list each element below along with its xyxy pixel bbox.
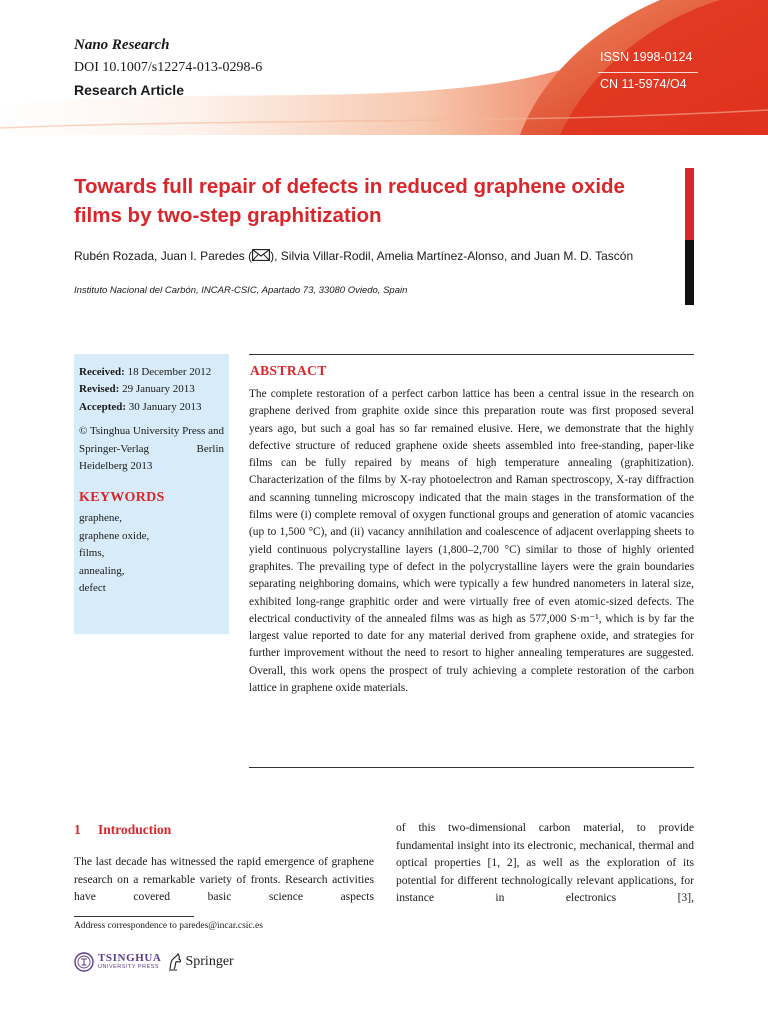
accepted-date: [79, 399, 224, 416]
copyright-notice: © Tsinghua University Press and Springer-Verlag Berlin Heidelberg 2013: [79, 425, 224, 473]
issn-divider: [598, 72, 698, 73]
authors-part-1: Rubén Rozada, Juan I. Paredes (: [74, 249, 253, 263]
side-bar-black: [685, 240, 694, 305]
doi[interactable]: DOI 10.1007/s12274-013-0298-6: [74, 60, 263, 75]
keywords-list: [79, 510, 224, 597]
tsinghua-seal-icon: [74, 952, 94, 972]
abstract-top-rule: [249, 354, 694, 355]
tsinghua-name: TSINGHUA: [98, 952, 162, 965]
accepted-label: Accepted:: [79, 400, 127, 413]
revised-label: Revised:: [79, 383, 120, 396]
accepted-value: 30 January 2013: [126, 400, 202, 413]
journal-name: Nano Research: [74, 37, 170, 53]
keyword-item: films,: [79, 547, 105, 560]
paper-title: Towards full repair of defects in reduced graphene oxide films by two-step graphitization: [74, 175, 625, 227]
title-side-bar: [685, 168, 694, 305]
section-number: 1: [74, 822, 81, 837]
article-info-box: [74, 354, 229, 634]
tsinghua-wordmark: [98, 953, 161, 971]
article-type: Research Article: [74, 82, 184, 98]
received-date: [79, 364, 224, 381]
received-value: 18 December 2012: [124, 366, 212, 378]
body-column-right: of this two-dimensional carbon material, to provide fundamental insight into its electronic, mechanical, thermal and optical properties [1, 2], as well as the exploration of its potential for different technologically relevant applications, for instance in electronics [3],: [396, 821, 694, 905]
authors-part-2: ), Silvia Villar-Rodil, Amelia Martínez-Alonso, and Juan M. D. Tascón: [270, 249, 634, 263]
keyword-item: graphene oxide,: [79, 529, 150, 542]
keywords-heading: KEYWORDS: [79, 490, 165, 506]
body-column-left: The last decade has witnessed the rapid emergence of graphene research on a remarkable variety of fronts. Research activities have covered basic science aspects: [74, 855, 374, 904]
cn-number: CN 11-5974/O4: [600, 77, 687, 91]
abstract-bottom-rule: [249, 767, 694, 768]
correspondence-footnote: Address correspondence to paredes@incar.csic.es: [74, 921, 263, 931]
journal-header: [0, 0, 768, 135]
mail-icon[interactable]: [252, 249, 270, 261]
springer-wordmark: Springer: [185, 954, 234, 969]
keyword-item: defect: [79, 582, 106, 595]
abstract-heading: ABSTRACT: [250, 363, 327, 378]
received-label: Received:: [79, 366, 125, 378]
keyword-item: graphene,: [79, 512, 123, 525]
section-title: Introduction: [98, 822, 172, 837]
publisher-logos: [74, 950, 234, 974]
revised-value: 29 January 2013: [119, 383, 195, 396]
revised-date: [79, 381, 224, 398]
author-list: [74, 249, 633, 263]
footnote-rule: [74, 916, 194, 917]
keyword-item: annealing,: [79, 564, 125, 577]
abstract-text: The complete restoration of a perfect carbon lattice has been a central issue in the research on graphene derived from graphite oxide since this preparation route was first proposed several years ago, but such a goal has so far remained elusive. Here, we demonstrate that the highly defective structure of reduced graphene oxide sheets assembled into free-standing, paper-like films can be fully repaired by means of high temperature annealing (graphitization). Characterization of the films by X-ray photoelectron and Raman spectroscopy, X-ray diffraction and scanning tunneling microscopy indicated that the main stages in the transformation of the films were (i) complete removal of oxygen functional groups and generation of atomic vacancies (up to 1,500 °C), and (ii) vacancy annihilation and coalescence of adjacent overlapping sheets to yield continuous polycrystalline layers (1,800–2,700 °C) similar to those of highly oriented graphites. The prevailing type of defect in the polycrystalline layers were the grain boundaries separating neighboring domains, which were typically a few hundred nanometers in lateral size, exhibited long-range graphitic order and were virtually free of even atomic-sized defects. The electrical conductivity of the annealed films was as high as 577,000 S·m⁻¹, which is by far the largest value reported to date for any material derived from graphene oxide, and strategies for further improvement without the need to resort to higher annealing temperatures are suggested. Overall, this work opens the prospect of truly achieving a complete restoration of the carbon lattice in graphene oxide materials.: [249, 388, 694, 695]
side-bar-red: [685, 168, 694, 240]
section-heading-introduction: [74, 822, 171, 838]
tsinghua-press: UNIVERSITY PRESS: [98, 964, 160, 971]
springer-horse-icon: [167, 953, 183, 971]
affiliation: Instituto Nacional del Carbón, INCAR-CSIC, Apartado 73, 33080 Oviedo, Spain: [74, 285, 408, 296]
issn: ISSN 1998-0124: [600, 50, 693, 64]
